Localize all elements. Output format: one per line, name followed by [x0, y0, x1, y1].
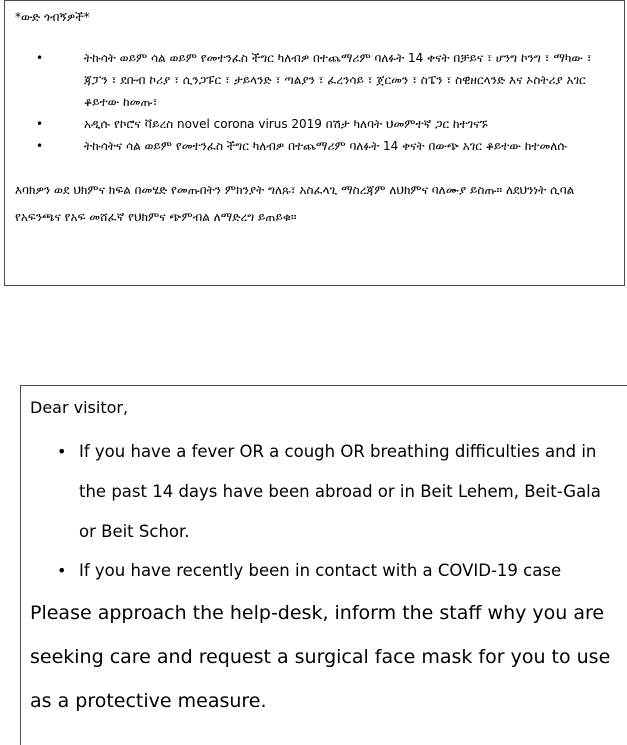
english-notice-closing: Please approach the help-desk, inform the staff why you are seeking care and request a surgical face mask for you to use as a protective measure.	[30, 602, 611, 712]
amharic-notice-item: ትኩሳትና ሳል ወይም የመተንፈስ ችግር ካለብዎ በተጨማሪም ባለፉት 14 ቀናት በውጭ አገር ቆይተው ከተመለሱ	[84, 139, 567, 153]
english-notice-box	[20, 385, 627, 745]
amharic-notice-item: አዲሱ የኮሮና ቫይረስ novel corona virus 2019 በሽታ ካለባት ህመምተኛ ጋር ከተገናኙ	[84, 117, 488, 131]
bullet-icon: •	[57, 561, 67, 580]
amharic-notice-closing: እባክዎን ወደ ህክምና ክፍል በመሄድ የመጡበትን ምክንያት ግለጹ፣ አስፈላጊ ማስረጃም ለህክምና ባለሙያ ይስጡ። ለደህንነት ሲባል የአፍንጫና የአፍ መሸፈኛ የህክምና ጭምብል ለማድረግ ይጠይቁ።	[15, 183, 575, 224]
bullet-icon: •	[36, 51, 44, 65]
bullet-icon: •	[57, 442, 67, 461]
amharic-notice-item: ትኩሳት ወይም ሳል ወይም የመተንፈስ ችግር ካለብዎ በተጨማሪም ባለፉት 14 ቀናት በቻይና ፣ ሆንግ ኮንግ ፣ ማካው ፣ ጃፓን ፣ ደቡብ ኮሪያ ፣ ሲንጋፑር ፣ ታይላንድ ፣ ጣልያን ፣ ፈረንሳይ ፣ ጀርመን ፣ ስፔን ፣ ስዊዘርላንድ እና ኦስትሪያ አገር ቆይተው ከመጡ፣	[84, 51, 592, 109]
english-notice-item: If you have recently been in contact with a COVID-19 case	[79, 561, 562, 580]
english-notice-greeting: Dear visitor,	[30, 398, 129, 417]
english-notice-item: If you have a fever OR a cough OR breathing difficulties and in the past 14 days have been abroad or in Beit Lehem, Beit-Gala or Beit Schor.	[79, 442, 601, 541]
amharic-notice-box	[4, 0, 625, 286]
bullet-icon: •	[36, 117, 44, 131]
amharic-notice-heading: *ውድ ጎብኝዎች*	[15, 10, 90, 24]
bullet-icon: •	[36, 139, 44, 153]
